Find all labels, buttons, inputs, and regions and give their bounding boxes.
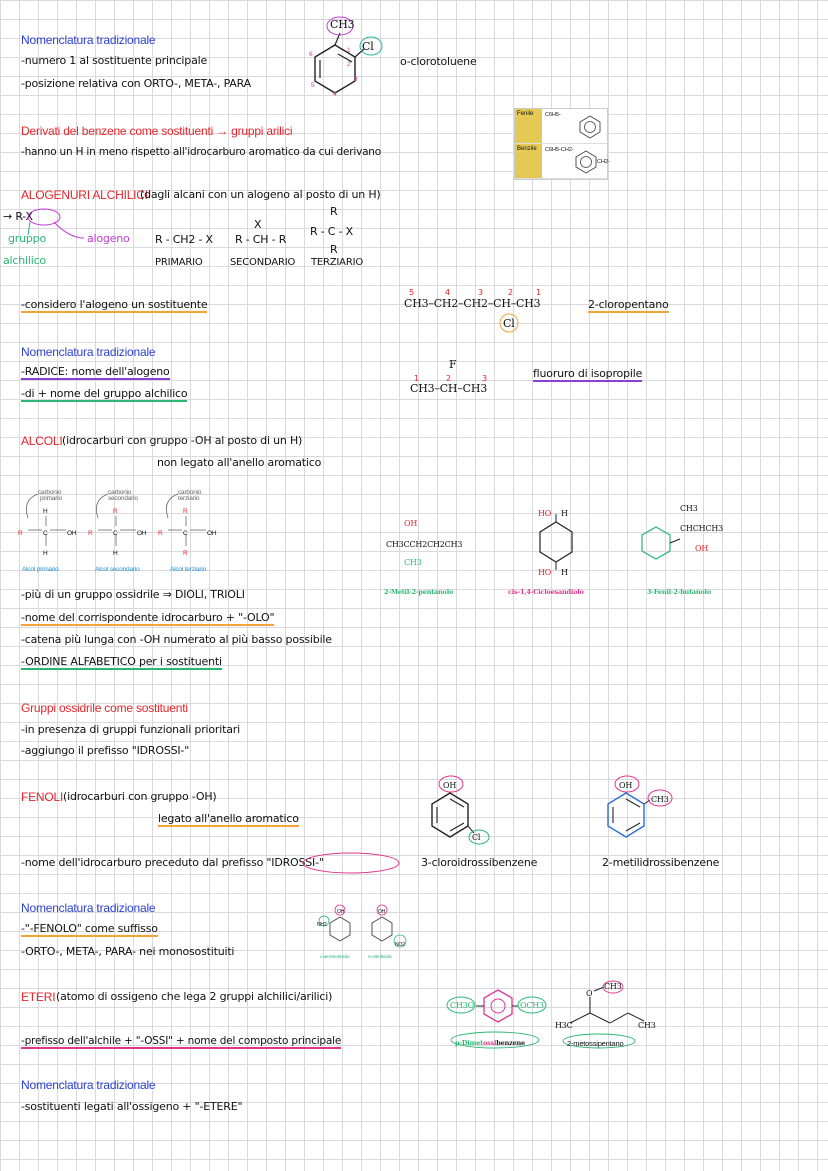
phenol2-ch3: CH3 bbox=[651, 795, 669, 804]
phenol1-name: 3-cloroidrossibenzene bbox=[421, 856, 538, 869]
chlorophenol-structure bbox=[420, 775, 500, 850]
aryl-formula: C6H5- bbox=[545, 112, 561, 118]
secondary-formula: R - CH - R bbox=[235, 233, 287, 246]
section4-heading: Nomenclatura tradizionale bbox=[21, 345, 156, 359]
c2-r-top: R bbox=[113, 508, 118, 515]
example-cl: Cl bbox=[503, 317, 515, 330]
c3-r-bottom: R bbox=[183, 550, 188, 557]
benzyl-ch2-label: CH2- bbox=[597, 159, 610, 165]
table-row bbox=[515, 144, 610, 179]
section4-line2-text: -di + nome del gruppo alchilico bbox=[21, 387, 188, 400]
ring-num-1: 1 bbox=[347, 47, 351, 54]
section5-line3: -catena più lunga con -OH numerato al più basso possibile bbox=[21, 633, 332, 646]
c3-r-top: R bbox=[183, 508, 188, 515]
c1-r: R bbox=[18, 530, 23, 537]
ex3-ch3: CH3 bbox=[680, 504, 698, 513]
section7-line-sub bbox=[158, 812, 299, 826]
cyclohexanediol-structure bbox=[528, 510, 588, 580]
section5-line-sub: non legato all'anello aromatico bbox=[157, 456, 322, 469]
example-num-3: 3 bbox=[478, 288, 483, 297]
fluoruro-text: fluoruro di isopropile bbox=[533, 367, 643, 380]
ex2-name: cis-1,4-Cicloesandiolo bbox=[508, 588, 584, 596]
section10-line1: -sostituenti legati all'ossigeno + "-ETERE" bbox=[21, 1100, 243, 1113]
cl-circle bbox=[497, 312, 521, 334]
aryl-name: Benzile bbox=[515, 144, 542, 178]
c1-h-top: H bbox=[43, 508, 48, 515]
ether1-left: CH3O bbox=[450, 1001, 474, 1010]
section9-line1 bbox=[21, 1034, 341, 1048]
isopropyl-f: F bbox=[449, 358, 457, 371]
section1-line1: -numero 1 al sostituente principale bbox=[21, 54, 208, 67]
c3-r: R bbox=[158, 530, 163, 537]
tertiary-r-bottom: R bbox=[330, 243, 338, 256]
mol-cl-label: Cl bbox=[362, 40, 374, 53]
mini1-nh2: NH2 bbox=[317, 922, 327, 928]
carbon-label-2a: carbonio bbox=[108, 489, 132, 496]
section6-heading: Gruppi ossidrile come sostituenti bbox=[21, 701, 188, 715]
aryl-groups-table bbox=[514, 108, 608, 180]
section8-heading: Nomenclatura tradizionale bbox=[21, 901, 156, 915]
c3-c: C bbox=[183, 530, 188, 537]
section6-line2: -aggiungo il prefisso "IDROSSI-" bbox=[21, 744, 190, 757]
gruppo-label: gruppo bbox=[8, 232, 46, 245]
secondary-label: SECONDARIO bbox=[230, 257, 296, 268]
ring-num-2: 2 bbox=[347, 61, 351, 68]
mini2-name: m-nitrofenolo bbox=[368, 954, 392, 959]
section2-heading: Derivati del benzene come sostituenti → gruppi arilici bbox=[21, 124, 293, 138]
c3-oh: OH bbox=[207, 530, 217, 537]
ether2-h3c: H3C bbox=[555, 1021, 573, 1030]
section3-line1-text: -considero l'alogeno un sostituente bbox=[21, 298, 208, 311]
aryl-name: Fenile bbox=[515, 109, 542, 143]
ex2-ho-bottom: HO bbox=[538, 568, 552, 577]
caption-alcol-terziario: Alcol terziario bbox=[170, 566, 207, 573]
ex3-formula: CHCHCH3 bbox=[680, 524, 723, 533]
ex2-ho-top: HO bbox=[538, 509, 552, 518]
tertiary-label: TERZIARIO bbox=[311, 257, 363, 268]
section5-line4-text: -ORDINE ALFABETICO per i sostituenti bbox=[21, 655, 222, 668]
ex2-h-bottom: H bbox=[561, 568, 568, 577]
section3-heading: ALOGENURI ALCHILICI bbox=[21, 188, 148, 202]
primary-label: PRIMARIO bbox=[155, 257, 203, 268]
mol-ch3-label: CH3 bbox=[330, 18, 355, 31]
section7-line-sub-text: legato all'anello aromatico bbox=[158, 812, 299, 825]
tertiary-r-top: R bbox=[330, 205, 338, 218]
ex1-oh: OH bbox=[404, 519, 418, 528]
cloropentano-text: 2-cloropentano bbox=[588, 298, 669, 311]
ring-num-4: 4 bbox=[333, 91, 337, 98]
fluoruro-name bbox=[533, 367, 642, 381]
isopropyl-formula: CH3–CH–CH3 bbox=[410, 382, 488, 395]
ring-num-3: 3 bbox=[354, 76, 358, 83]
carbon-label-1b: primario bbox=[40, 495, 62, 502]
mini2-oh: OH bbox=[378, 909, 386, 915]
ring-num-5: 5 bbox=[311, 82, 315, 89]
section5-heading: ALCOLI bbox=[21, 434, 63, 448]
caption-alcol-secondario: Alcol secondario bbox=[95, 566, 140, 573]
phenyl-ring-icon bbox=[577, 114, 603, 138]
example-num-4: 4 bbox=[445, 288, 450, 297]
section9-heading-rest: (atomo di ossigeno che lega 2 gruppi alchilici/arilici) bbox=[56, 990, 333, 1003]
section4-line1 bbox=[21, 365, 170, 379]
section2-line1: -hanno un H in meno rispetto all'idrocarburo aromatico da cui derivano bbox=[21, 146, 381, 158]
o-clorotoluene-name: o-clorotoluene bbox=[400, 55, 477, 68]
example-num-1: 1 bbox=[536, 288, 541, 297]
section5-line1: -più di un gruppo ossidrile ⇒ DIOLI, TRIOLI bbox=[21, 588, 245, 601]
alogeno-label: alogeno bbox=[87, 232, 130, 245]
rx-arrows bbox=[24, 210, 94, 250]
section4-line2 bbox=[21, 387, 187, 401]
example-num-5: 5 bbox=[409, 288, 414, 297]
isopropyl-num-3: 3 bbox=[482, 374, 487, 383]
ex1-ch3: CH3 bbox=[404, 558, 422, 567]
carbon-label-3b: terziario bbox=[178, 495, 200, 502]
phenol1-oh: OH bbox=[443, 781, 457, 790]
alchilico-label: alchilico bbox=[3, 254, 46, 267]
phenol1-cl: Cl bbox=[472, 833, 481, 842]
section7-line1: -nome dell'idrocarburo preceduto dal prefisso "IDROSSI-" bbox=[21, 856, 324, 869]
ex3-oh: OH bbox=[695, 544, 709, 553]
primary-formula: R - CH2 - X bbox=[155, 233, 213, 246]
aryl-formula: C6H5-CH2- bbox=[545, 147, 574, 153]
ether1-name-a: p-Dimet bbox=[455, 1039, 483, 1047]
carbon-label-3a: carbonio bbox=[178, 489, 202, 496]
mini1-oh: OH bbox=[337, 909, 345, 915]
c2-oh: OH bbox=[137, 530, 147, 537]
ether2-name: 2-metossipentano bbox=[567, 1039, 624, 1048]
section9-line1-text: -prefisso dell'alchile + "-OSSI" + nome del composto principale bbox=[21, 1035, 342, 1047]
mini2-no2: NO2 bbox=[395, 942, 405, 948]
secondary-x: X bbox=[254, 218, 262, 231]
section8-line1 bbox=[21, 922, 158, 936]
section5-heading-rest: (idrocarburi con gruppo -OH al posto di un H) bbox=[62, 434, 303, 447]
section1-line2: -posizione relativa con ORTO-, META-, PARA bbox=[21, 77, 251, 90]
section9-heading: ETERI bbox=[21, 990, 56, 1004]
ether2-name-oval bbox=[562, 1033, 636, 1049]
section7-heading-rest: (idrocarburi con gruppo -OH) bbox=[63, 790, 217, 803]
phenyl-ring-icon bbox=[640, 525, 680, 559]
ex2-h-top: H bbox=[561, 509, 568, 518]
c2-r: R bbox=[88, 530, 93, 537]
caption-alcol-primario: Alcol primario bbox=[22, 566, 59, 573]
benzyl-ring-icon bbox=[573, 149, 599, 173]
example-pentane-formula: CH3–CH2–CH2–CH–CH3 bbox=[404, 297, 541, 310]
c2-c: C bbox=[113, 530, 118, 537]
section1-heading: Nomenclatura tradizionale bbox=[21, 33, 156, 47]
c1-c: C bbox=[43, 530, 48, 537]
section3-line1 bbox=[21, 298, 207, 312]
section3-heading-rest: (dagli alcani con un alogeno al posto di un H) bbox=[140, 188, 381, 201]
section8-line2: -ORTO-, META-, PARA- nei monosostituiti bbox=[21, 945, 235, 958]
ether1-right: OCH3 bbox=[520, 1001, 544, 1010]
isopropyl-num-1: 1 bbox=[414, 374, 419, 383]
cloropentano-name bbox=[588, 298, 669, 312]
example-num-2: 2 bbox=[508, 288, 513, 297]
phenol2-oh: OH bbox=[619, 781, 633, 790]
ether2-ch3-right: CH3 bbox=[638, 1021, 656, 1030]
section5-line4 bbox=[21, 655, 222, 669]
rx-formula: → R-X bbox=[3, 210, 33, 223]
ex1-name: 2-Metil-2-pentanolo bbox=[384, 588, 454, 596]
isopropyl-num-2: 2 bbox=[446, 374, 451, 383]
ring-num-6: 6 bbox=[309, 51, 313, 58]
section5-line2 bbox=[21, 611, 274, 625]
c2-h-bottom: H bbox=[113, 550, 118, 557]
ether2-ch3-top: CH3 bbox=[604, 982, 622, 991]
carbon-label-1a: carbonio bbox=[38, 489, 62, 496]
phenol2-name: 2-metilidrossibenzene bbox=[602, 856, 720, 869]
ex1-formula: CH3CCH2CH2CH3 bbox=[386, 540, 463, 549]
ether1-name-oval bbox=[450, 1031, 540, 1049]
section4-line1-text: -RADICE: nome dell'alogeno bbox=[21, 365, 170, 378]
idrossi-oval bbox=[302, 852, 400, 876]
tertiary-formula: R - C - X bbox=[310, 225, 353, 238]
ex3-name: 3-Fenil-2-butanolo bbox=[647, 588, 711, 596]
carbon-label-2b: secondario bbox=[108, 495, 138, 502]
c1-h-bottom: H bbox=[43, 550, 48, 557]
section7-heading: FENOLI bbox=[21, 790, 64, 804]
ether1-name-b: ossi bbox=[482, 1039, 497, 1047]
section8-line1-text: -"-FENOLO" come suffisso bbox=[21, 922, 158, 935]
mini1-name: o-amminofenolo bbox=[320, 954, 350, 959]
methylphenol-structure bbox=[596, 775, 686, 850]
section10-heading: Nomenclatura tradizionale bbox=[21, 1078, 156, 1092]
ether2-o: O bbox=[586, 989, 593, 998]
ether1-name-c: benzene bbox=[496, 1039, 525, 1047]
table-row bbox=[515, 109, 607, 144]
section5-line2-text: -nome del corrispondente idrocarburo + "-OLO" bbox=[21, 611, 275, 624]
c1-oh: OH bbox=[67, 530, 77, 537]
section6-line1: -in presenza di gruppi funzionali prioritari bbox=[21, 723, 240, 736]
